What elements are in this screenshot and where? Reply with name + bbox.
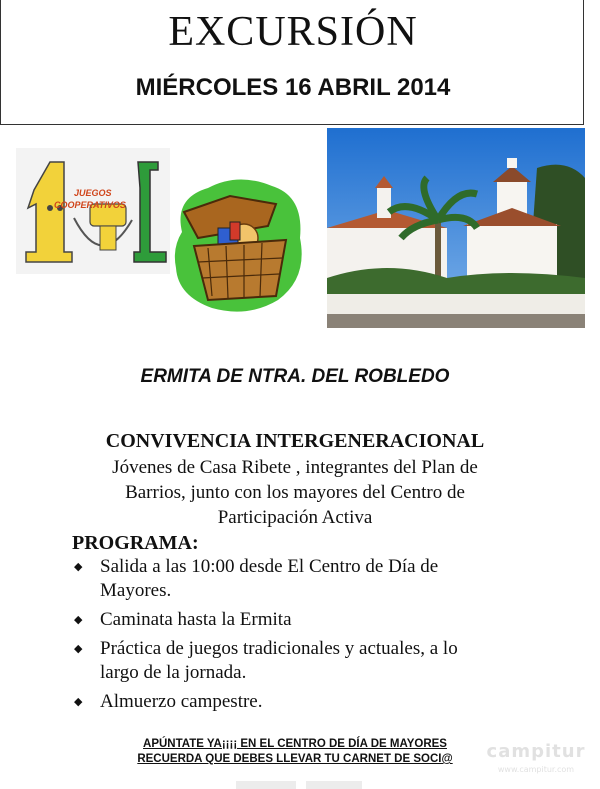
programa-item-line: Caminata hasta la Ermita — [100, 609, 292, 630]
programa-item-line: Práctica de juegos tradicionales y actuales, a lo — [100, 638, 458, 659]
programa-heading: PROGRAMA: — [72, 532, 199, 554]
ermita-photo — [327, 128, 585, 328]
programa-item — [72, 637, 532, 685]
picnic-basket-image — [168, 168, 310, 320]
diamond-bullet-icon: ◆ — [74, 643, 83, 655]
programa-item-line: Salida a las 10:00 desde El Centro de Día de — [100, 556, 439, 577]
header-box — [0, 0, 584, 125]
footer-signup-text: APÚNTATE YA¡¡¡¡ EN EL CENTRO DE DÍA DE MAYORES — [143, 738, 447, 750]
convivencia-line: Participación Activa — [217, 507, 373, 528]
programa-item — [72, 555, 532, 603]
convivencia-line: Barrios, junto con los mayores del Centro de — [125, 482, 465, 503]
convivencia-title: CONVIVENCIA INTERGENERACIONAL — [105, 430, 485, 452]
event-date: MIÉRCOLES 16 ABRIL 2014 — [135, 74, 451, 101]
faded-box — [236, 781, 296, 789]
diamond-bullet-icon: ◆ — [74, 561, 83, 573]
footer-reminder-text: RECUERDA QUE DEBES LLEVAR TU CARNET DE SOCI@ — [137, 753, 453, 765]
diamond-bullet-icon: ◆ — [74, 696, 83, 708]
campitur-watermark — [476, 733, 596, 779]
juegos-cooperativos-logo — [16, 148, 170, 274]
programa-item — [72, 690, 532, 714]
programa-list — [72, 555, 532, 719]
programa-item — [72, 608, 532, 632]
programa-item-line: Mayores. — [100, 580, 172, 601]
watermark-url: www.campitur.com — [497, 765, 575, 774]
location-subtitle: ERMITA DE NTRA. DEL ROBLEDO — [140, 366, 450, 387]
faded-box — [306, 781, 362, 789]
programa-item-line: Almuerzo campestre. — [100, 691, 263, 712]
flyer-title: EXCURSIÓN — [168, 9, 418, 55]
logo-text-cooperativos: COOPERATIVOS — [54, 200, 126, 210]
logo-text-juegos: JUEGOS — [74, 188, 112, 198]
programa-item-line: largo de la jornada. — [100, 662, 247, 683]
diamond-bullet-icon: ◆ — [74, 614, 83, 626]
watermark-brand: campitur — [486, 741, 586, 762]
convivencia-line: Jóvenes de Casa Ribete , integrantes del Plan de — [112, 457, 478, 478]
